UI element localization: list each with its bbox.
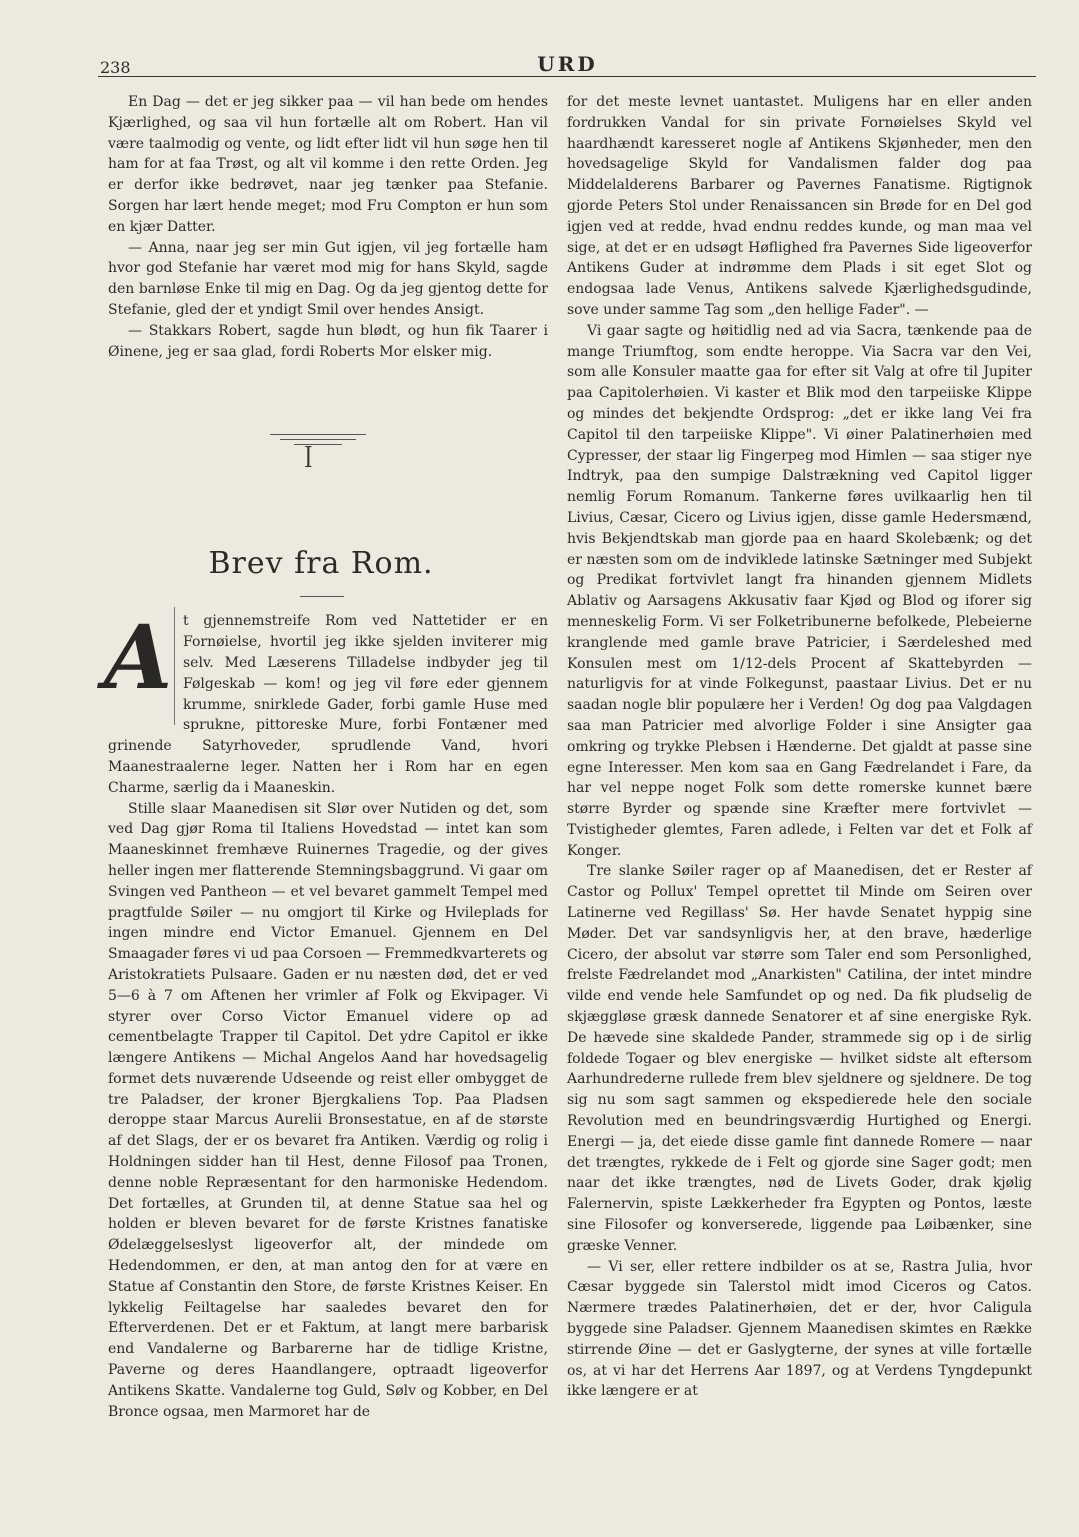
ornament-glyph: ꟾ (304, 448, 313, 474)
header-rule (98, 76, 1036, 77)
running-title: URD (537, 52, 598, 76)
title-rule (300, 596, 344, 597)
paragraph: Stille slaar Maanedisen sit Slør over Nutiden og det, som ved Dag gjør Roma til Italiens Hovedstad — intet kan som Maaneskinnet fremhæve Ruinernes Tragedie, og der gives heller ingen mer flatterende Stemningsbaggrund. Vi gaar om Svingen ved Pantheon — et vel bevaret gammelt Tempel med pragtfulde Søiler — nu omgjort til Kirke og Hvileplads for ingen mindre end Victor Emanuel. Gjennem en Del Smaagader føres vi ud paa Corsoen — Fremmedkvarterets og Aristokratiets Pulsaare. Gaden er nu næsten død, det er ved 5—6 à 7 om Aftenen her vrimler af Folk og Ekvipager. Vi styrer over Corso Victor Emanuel videre op ad cementbelagte Trapper til Capitol. Det ydre Capitol er ikke længere Antikens — Michal Angelos Aand har hovedsagelig formet dets nuværende Udseende og reist eller ombygget de tre Paladser, der kroner Bjergkaliens Top. Paa Pladsen deroppe staar Marcus Aurelii Bronsestatue, en af de største af det Slags, der er os bevaret fra Antiken. Værdig og rolig i Holdningen sidder han til Hest, denne Filosof paa Tronen, denne noble Repræsentant for den harmoniske Hedendom. Det fortælles, at Grunden til, at denne Statue saa hel og holden er bleven bevaret for de første Kristnes fanatiske Ødelæggelseslyst ligeoverfor alt, der mindede om Hedendommen, er den, at man antog den for at være en Statue af Constantin den Store, de første Kristnes Keiser. En lykkelig Feiltagelse har saaledes bevaret den for Efterverdenen. Det er et Faktum, at langt mere barbarisk end Vandalerne og Barbarerne har de tidlige Kristne, Paverne og deres Haandlangere, optraadt ligeoverfor Antikens Skatte. Vandalerne tog Guld, Sølv og Kobber, en Del Bronce ogsaa, men Marmoret har de (108, 800, 548, 1420)
right-column (567, 92, 1032, 1402)
paragraph: Vi gaar sagte og høitidlig ned ad via Sacra, tænkende paa de mange Triumftog, som endte heroppe. Via Sacra var den Vei, som alle Konsuler maatte gaa for efter sit Valg at ofre til Jupiter paa Capitolerhøien. Vi kaster et Blik mod den tarpeiiske Klippe og mindes det bekjendte Ordsprog: „det er ikke lang Vei fra Capitol til den tarpeiiske Klippe". Vi øiner Palatinerhøien med Cypresser, der staar lig Fingerpeg mod Himlen — saa stiger nye Indtryk, paa den sumpige Dalstrækning ved Capitol ligger nemlig Forum Romanum. Tankerne føres uvilkaarlig hen til Livius, Cæsar, Cicero og Livius igjen, disse gamle Hedersmænd, hvis Bekjendtskab man gjorde paa en haard Skolebænk; og det er næsten som om de indviklede latinske Sætninger med Subjekt og Predikat fortvivlet langt fra hinanden gjennem Midlets Ablativ og Aarsagens Akkusativ faar Kjød og Blod og iforer sig menneskelig Form. Vi ser Folketribunerne befolkede, Plebeierne kranglende med gamle brave Patricier, i Særdeleshed med Konsulen mest om 1/12-dels Procent af Skattebyrden — naturligvis for at vinde Folkegunst, paastaar Livius. Det er nu saadan nogle blir populære her i Verden! Og dog paa Valgdagen saa man Patricier med alvorlige Folder i sine Ansigter gaa omkring og trykke Plebsen i Hænderne. Det gjaldt at passe sine egne Interesser. Men kom saa en Gang Fædrelandet i Fare, da har vel neppe noget Folk som dette romerske kunnet bære større Byrder og spænde sine Kræfter mere fortvivlet — Tvistigheder glemtes, Faren adlede, i Felten var det et Folk af Konger. (567, 322, 1032, 859)
paragraph: En Dag — det er jeg sikker paa — vil han bede om hendes Kjærlighed, og saa vil hun fortælle alt om Robert. Han vil være taalmodig og vente, og lidt efter lidt vil hun søge hen til ham for at faa Trøst, og alt vil komme i den rette Orden. Jeg er derfor ikke bedrøvet, naar jeg tænker paa Stefanie. Sorgen har lært hende meget; mod Fru Compton er hun som en kjær Datter. (108, 94, 548, 235)
paragraph: t gjennemstreife Rom ved Nattetider er en Fornøielse, hvortil jeg ikke sjelden inviterer mig selv. Med Læserens Tilladelse indbyder jeg til Følgeskab — kom! og jeg vil føre eder gjennem krumme, snirklede Gader, forbi gamle Huse med sprukne, pittoreske Mure, forbi Fontæner med grinende Satyrhoveder, sprudlende Vand, hvori Maanestraalerne leger. Natten her i Rom har en egen Charme, særlig da i Maaneskin. (108, 613, 548, 796)
section-ornament (108, 434, 548, 484)
paragraph: — Stakkars Robert, sagde hun blødt, og hun fik Taarer i Øinene, jeg er saa glad, fordi Roberts Mor elsker mig. (108, 322, 548, 360)
paragraph: Tre slanke Søiler rager op af Maanedisen, det er Rester af Castor og Pollux' Tempel oprettet til Minde om Seiren over Latinerne ved Regillass' Sø. Her havde Senatet hyppig sine Møder. Det var sandsynligvis her, at den brave, hæderlige Cicero, der absolut var større som Taler end som Personlighed, frelste Fædrelandet mod „Anarkisten" Catilina, der intet mindre vilde end vende hele Samfundet op og ned. Da fik pludselig de skjæggløse græsk dannede Senatorer et af sine energiske Ryk. De hævede sine skaldede Pander, strammede sig op i de sirlig foldede Togaer og blev energiske — hvilket sidste alt eftersom Aarhundrederne rullede frem blev sjeldnere og sjeldnere. De tog sig nu som sagt sammen og ekspedierede hele den sociale Revolution med en beundringsværdig Hurtighed og Energi. Energi — ja, det eiede disse gamle fint dannede Romere — naar det trængtes, rykkede de i Felt og gjorde sine Sager godt; men naar det ikke trængtes, nød de Livets Goder, drak kjølig Falernervin, spiste Lækkerheder fra Egypten og Pontos, læste sine Filosofer og konverserede, liggende paa Løibænker, sine græske Venner. (567, 863, 1032, 1254)
drop-cap: A (102, 607, 175, 725)
article-title: Brev fra Rom. (208, 546, 434, 582)
left-column (103, 92, 548, 1492)
page-number: 238 (100, 58, 131, 77)
page-header (100, 52, 1035, 76)
paragraph: — Vi ser, eller rettere indbilder os at se, Rastra Julia, hvor Cæsar byggede sin Talerstol midt imod Ciceros og Catos. Nærmere trædes Palatinerhøien, det er der, hvor Caligula byggede sine Paladser. Gjennem Maanedisen skimtes en Række stirrende Øine — det er Gaslygterne, der synes at ville fortælle os, at vi har det Herrens Aar 1897, og at Verdens Tyngdepunkt ikke længere er at (567, 1258, 1032, 1400)
paragraph: — Anna, naar jeg ser min Gut igjen, vil jeg fortælle ham hvor god Stefanie har været mod mig for hans Skyld, sagde den barnløse Enke til mig en Dag. Og da jeg gjentog dette for Stefanie, gled der et yndigt Smil over hendes Ansigt. (108, 239, 548, 318)
paragraph: for det meste levnet uantastet. Muligens har en eller anden fordrukken Vandal for sin private Fornøielses Skyld vel haardhændt karesseret nogle af Antikens Skjønheder, men den hovedsagelige Skyld for Vandalismen falder dog paa Middelalderens Barbarer og Pavernes Fanatisme. Rigtignok gjorde Peters Stol under Renaissancen sin Brøde for en Del god igjen ved at redde, hvad endnu reddes kunde, og man maa vel sige, at det er en udsøgt Høflighed fra Pavernes Side ligeoverfor Antikens Guder at indrømme dem Plads i sit eget Slot og endogsaa lade Venus, Antikens salvede Kjærlighedsgudinde, sove under samme Tag som „den hellige Fader". — (567, 94, 1032, 318)
